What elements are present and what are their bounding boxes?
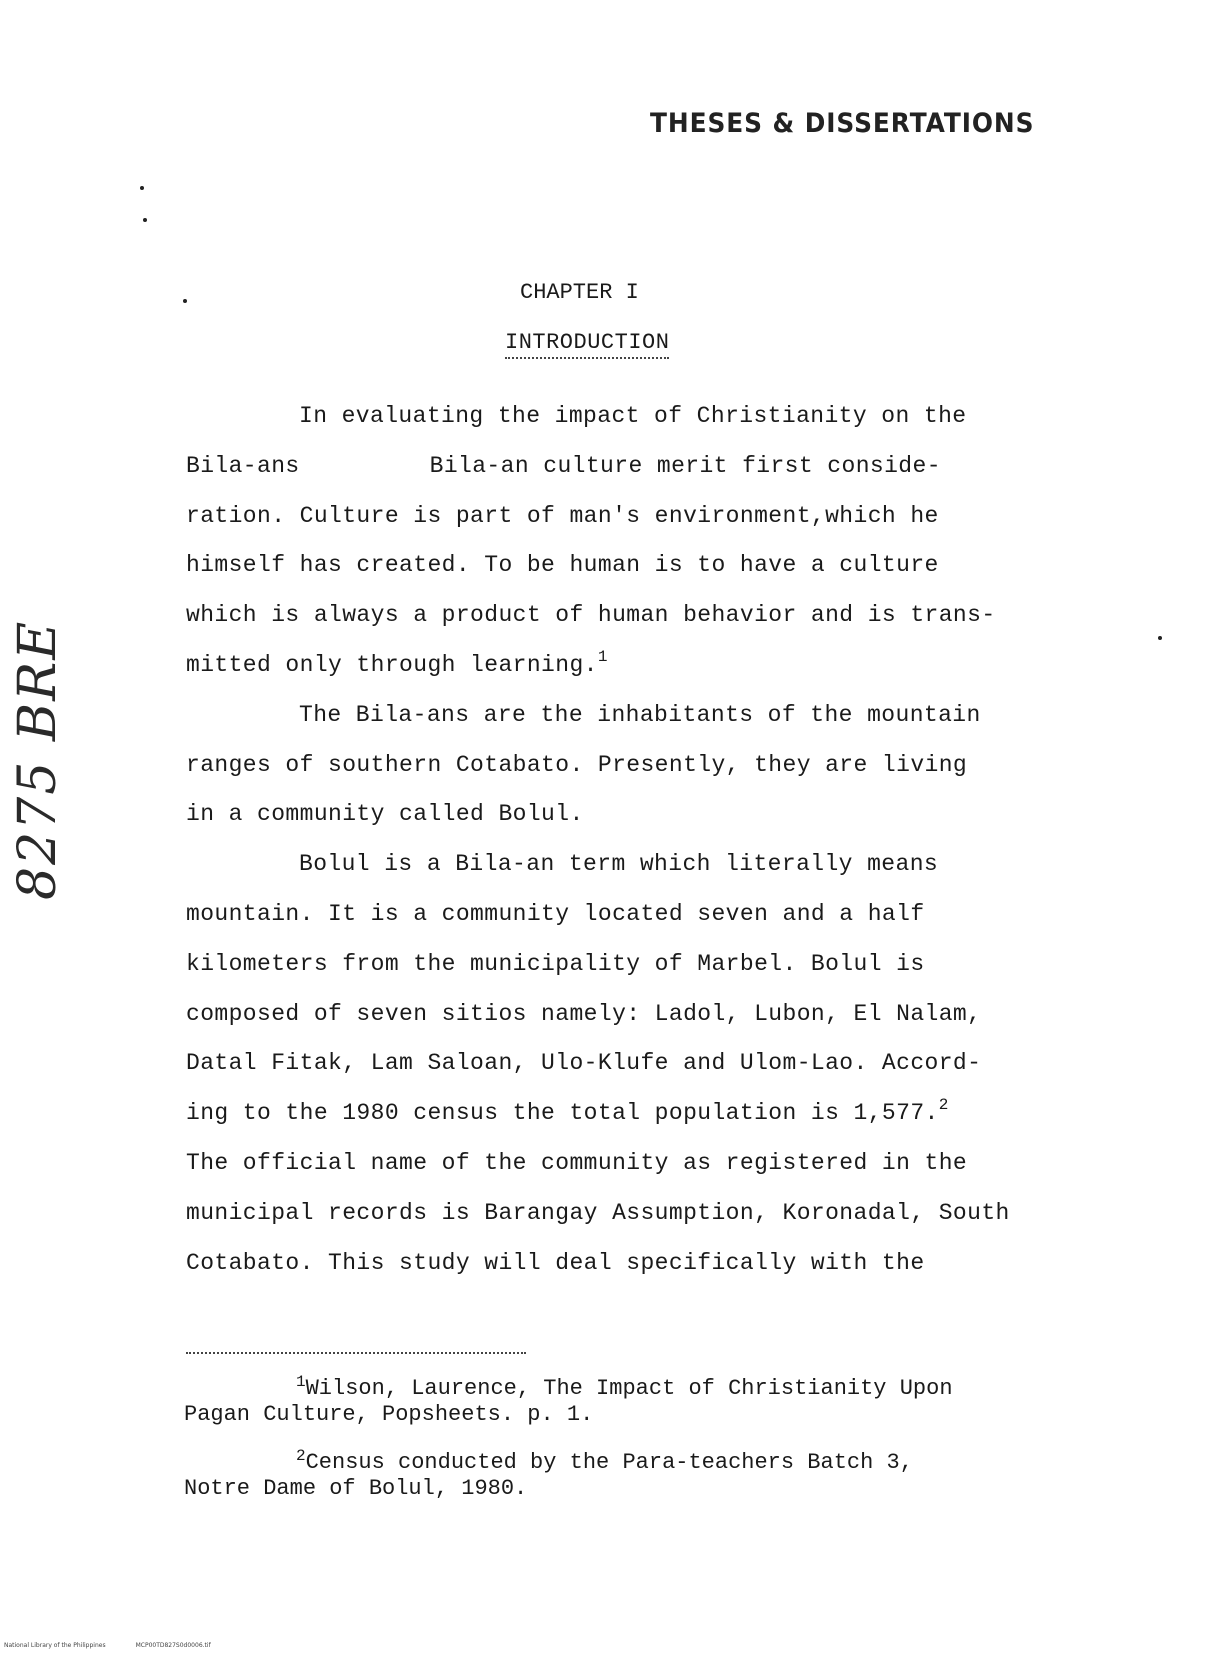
paragraph-3-line: Bolul is a Bila-an term which literally means [299,851,939,878]
footnotes [184,1373,1134,1524]
footnote-marker: 2 [296,1447,306,1465]
body-text [186,392,1086,1288]
paragraph-1-line: Bila-ans Bila-an culture merit first conside- [186,452,941,479]
footnote-text: Notre Dame of Bolul, 1980. [184,1476,528,1501]
scan-speck [143,218,147,222]
paragraph-3-line: Datal Fitak, Lam Saloan, Ulo-Klufe and Ulom-Lao. Accord- [186,1050,982,1077]
scan-speck [1158,636,1162,640]
footnote-divider [186,1352,526,1354]
footnote-text: Pagan Culture, Popsheets. p. 1. [184,1402,594,1427]
paragraph-2-line: in a community called Bolul. [186,801,584,828]
footnote-ref-1: 1 [597,647,608,666]
footer-library: National Library of the Philippines [4,1642,106,1649]
paragraph-1-line: ration. Culture is part of man's environment,which he [186,502,939,529]
paragraph-1-line: mitted only through learning.$^1$ [186,647,608,678]
chapter-heading: CHAPTER I [520,280,639,305]
scan-footer [4,1642,211,1649]
paragraph-1-line: himself has created. To be human is to have a culture [186,552,939,579]
footnote-marker: 1 [296,1373,306,1391]
paragraph-3-line: The official name of the community as registered in the [186,1149,968,1176]
paragraph-3-line: kilometers from the municipality of Marbel. Bolul is [186,950,925,977]
paragraph-3-line: municipal records is Barangay Assumption, Koronadal, South [186,1199,1010,1226]
paragraph-1-line: In evaluating the impact of Christianity on the [299,403,967,429]
footnote-1 [184,1373,1134,1428]
scan-speck [140,186,144,190]
footnote-2 [184,1447,1134,1502]
paragraph-2-line: ranges of southern Cotabato. Presently, they are living [186,751,968,778]
paragraph-1-line: which is always a product of human behavior and is trans- [186,602,996,629]
footnote-text: Census conducted by the Para-teachers Batch 3, [305,1450,913,1475]
paragraph-3-line: composed of seven sitios namely: Ladol, Lubon, El Nalam, [186,1000,982,1027]
paragraph-3-line: Cotabato. This study will deal specifically with the [186,1249,925,1276]
scan-speck [183,299,187,303]
footnote-text: Wilson, Laurence, The Impact of Christianity Upon [305,1376,953,1401]
footnote-ref-2: 2 [938,1096,949,1115]
paragraph-2-line: The Bila-ans are the inhabitants of the mountain [299,701,981,728]
paragraph-3-line: mountain. It is a community located seven and a half [186,900,925,927]
handwritten-margin-note: 8275 BRE [8,619,68,900]
header-stamp: THESES & DISSERTATIONS [650,108,1035,139]
paragraph-3-line: ing to the 1980 census the total population is 1,577.$^2$ [186,1096,949,1127]
section-title: INTRODUCTION [505,330,669,359]
footer-file-id: MCP00TD827S0d0006.tif [135,1642,211,1649]
